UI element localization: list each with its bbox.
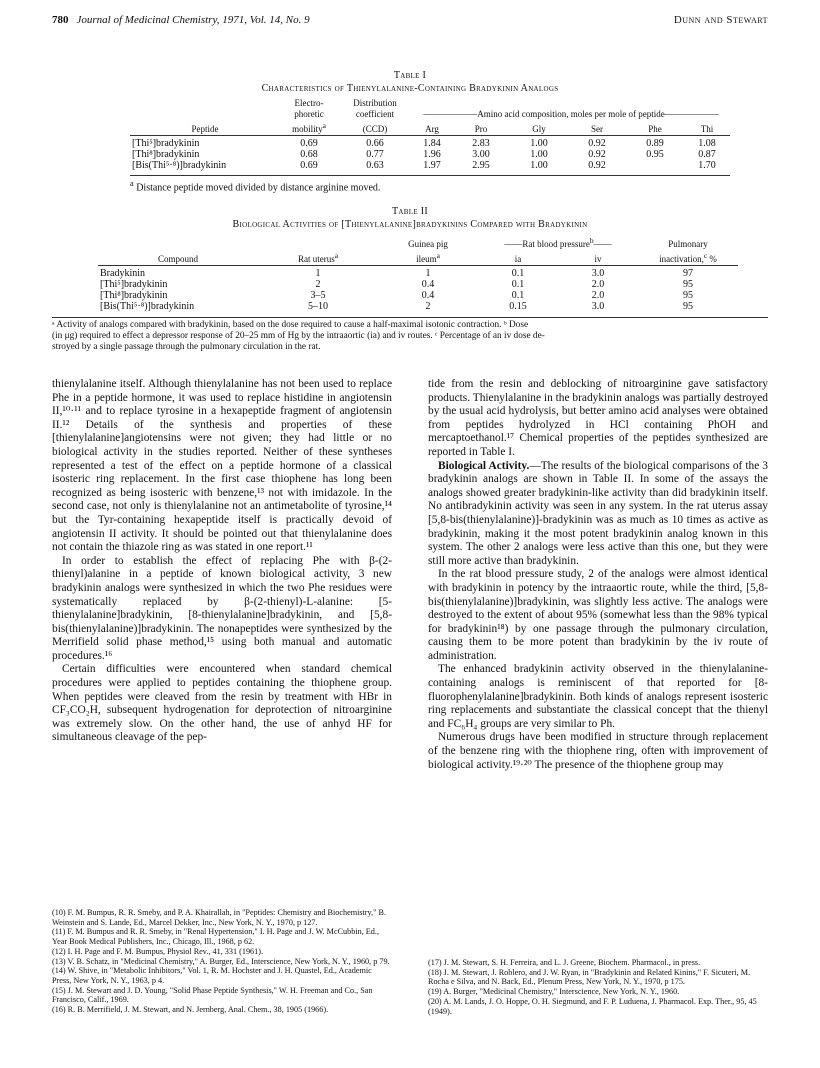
reference: (10) F. M. Bumpus, R. R. Smeby, and P. A. Khairallah, in "Peptides: Chemistry and Biochemistry," B. Weinstein and S. Lande, Ed., Marcel Dekker, Inc., New York, N. Y., 1970, p 127. bbox=[52, 908, 387, 927]
th-ser: Ser bbox=[591, 124, 603, 134]
paragraph: Numerous drugs have been modified in structure through replacement of the benzene ring with the thiophene ring, often with improvement of biological activity.¹⁹·²⁰ The presence of the thiophene group may bbox=[428, 731, 768, 771]
table-row: [Thi⁵]bradykinin 0.69 0.66 1.84 2.83 1.00 0.92 0.89 1.08 bbox=[132, 138, 716, 149]
table-row: [Thi⁵]bradykinin 2 0.4 0.1 2.0 95 bbox=[100, 279, 693, 290]
table1-header-row3 bbox=[130, 120, 730, 136]
th-dist2: coefficient bbox=[355, 109, 395, 119]
right-column bbox=[428, 378, 768, 772]
table-row: [Bis(Thi⁵·⁸)]bradykinin 0.69 0.63 1.97 2.95 1.00 0.92 1.70 bbox=[132, 160, 716, 171]
table2-header-row2 bbox=[98, 250, 738, 266]
reference: (15) J. M. Stewart and J. D. Young, "Solid Phase Peptide Synthesis," W. H. Freeman and Co., San Francisco, Calif., 1969. bbox=[52, 985, 373, 1005]
th-guinea2: ileum$^a$ bbox=[416, 251, 440, 264]
table2-bottom-rule bbox=[52, 317, 768, 318]
reference: (20) A. M. Lands, J. O. Hoppe, O. H. Siegmund, and F. P. Luduena, J. Pharmacol. Exp. Ther., 95, 45 (1949). bbox=[428, 996, 757, 1016]
table1-label: Table I bbox=[393, 70, 427, 81]
running-header bbox=[52, 14, 768, 30]
th-rat-uterus: Rat uterus$^a$ bbox=[297, 251, 339, 264]
reference: (11) F. M. Bumpus and R. R. Smeby, in "Renal Hypertension," I. H. Page and J. W. McCubbin, Ed., Year Book Medical Publishers, Inc., Chicago, Ill., 1968, p 62. bbox=[52, 927, 379, 947]
table2-footnote: ᵃ Activity of analogs compared with bradykinin, based on the dose required to cause a half-maximal isotonic contraction. ᵇ Dose (in μg) required to effect a depressor response of 20–25 mm of Hg by the intraaortic (ia) and iv routes. ᶜ Percentage of an iv dose de- stroyed by a single passage through the pulmonary circulation in the rat. bbox=[52, 320, 545, 352]
table-row: [Bis(Thi⁵·⁸)]bradykinin 5–10 2 0.15 3.0 95 bbox=[100, 301, 693, 312]
reference: (17) J. M. Stewart, S. H. Ferreira, and L. J. Greene, Biochem. Pharmacol., in press. bbox=[428, 958, 701, 967]
th-pulm2: inactivation,$^c$ % bbox=[659, 251, 717, 264]
th-peptide: Peptide bbox=[191, 124, 219, 134]
page-number: 780 bbox=[52, 14, 69, 26]
left-column bbox=[52, 378, 392, 745]
references-left bbox=[52, 908, 392, 1015]
th-phe: Phe bbox=[648, 124, 662, 134]
table2 bbox=[98, 235, 738, 312]
paragraph: tide from the resin and deblocking of nitroarginine gave satisfactory products. Thienylalanine in the bradykinin analogs was partially destroyed by the usual acid hydrolysis, but better amino acid analyses were obtained from peptides hydrolyzed in HCl containing PhOH and mercaptoethanol.¹⁷ Chemical properties of the peptides synthesized are reported in Table I. bbox=[428, 378, 768, 458]
table-row: Bradykinin 1 1 0.1 3.0 97 bbox=[100, 268, 693, 279]
table1-footnote: $^a$ Distance peptide moved divided by distance arginine moved. bbox=[130, 179, 381, 194]
table2-title: Biological Activities of [Thienylalanine]bradykinins Compared with Bradykinin bbox=[232, 219, 588, 230]
th-electro1: Electro- bbox=[294, 98, 324, 108]
table2-header-row1 bbox=[98, 235, 738, 250]
th-arg: Arg bbox=[425, 124, 439, 134]
reference: (19) A. Burger, "Medicinal Chemistry," Interscience, New York, N. Y., 1960. bbox=[428, 987, 680, 997]
header-authors: Dunn and Stewart bbox=[673, 14, 768, 26]
paragraph-biological-activity: Biological Activity.—The results of the biological comparisons of the 3 bradykinin analogs are shown in Table II. In some of the assays the analogs showed greater bradykinin-like activity than did bradykinin itself. No antibradykinin activity was seen in any system. In the rat uterus assay [5,8-bis(thienylalanine)]-bradykinin was as much as 10 times as active as bradykinin, making it the most potent bradykinin analog known in this system. The other 2 analogs were less active than this one, but they were still more active than bradykinin. bbox=[428, 459, 768, 567]
references-right bbox=[428, 958, 768, 1016]
reference: (12) I. H. Page and F. M. Bumpus, Physiol Rev., 41, 331 (1961). bbox=[52, 946, 263, 956]
th-pulm1: Pulmonary bbox=[668, 239, 708, 249]
section-heading: Biological Activity. bbox=[438, 459, 530, 472]
th-iv: iv bbox=[594, 254, 602, 264]
th-dist1: Distribution bbox=[353, 98, 397, 108]
table-row: [Thi⁸]bradykinin 0.68 0.77 1.96 3.00 1.00 0.92 0.95 0.87 bbox=[132, 149, 716, 160]
paragraph: In order to establish the effect of replacing Phe with β-(2-thienyl)alanine in a peptide of known biological activity, 3 new bradykinin analogs were synthesized in which the two Phe residues were systematically replaced by β-(2-thienyl)-L-alanine: [5-thienylalanine]bradykinin, [8-thienylalanine]bradykinin, and [5,8-bis(thienylalanine)]bradykinin. The nonapeptides were synthesized by the Merrifield solid phase method,¹⁵ using both manual and automatic procedures.¹⁶ bbox=[52, 554, 392, 662]
paragraph: The enhanced bradykinin activity observed in the thienylalanine-containing analogs is reminiscent of that reported for [8-fluorophenylalanine]bradykinin. Both kinds of analogs represent isosteric ring replacements and substantiate the classical concept that the thienyl and FC₆H₄ groups are very similar to Ph. bbox=[428, 663, 768, 730]
th-compound: Compound bbox=[157, 254, 198, 264]
reference: (13) V. B. Schatz, in "Medicinal Chemistry," A. Burger, Ed., Interscience, New York, N. Y., 1960, p 79. bbox=[52, 956, 390, 966]
table1-header-row1 bbox=[130, 98, 730, 109]
reference: (16) R. B. Merrifield, J. M. Stewart, and N. Jernberg, Anal. Chem., 38, 1905 (1966). bbox=[52, 1005, 329, 1015]
table2-label: Table II bbox=[392, 206, 428, 217]
th-electro3: mobility$^a$ bbox=[292, 121, 326, 134]
th-electro2: phoretic bbox=[294, 109, 324, 119]
table1 bbox=[130, 98, 730, 171]
reference: (18) J. M. Stewart, J. Roblero, and J. W. Ryan, in "Bradykinin and Related Kinins," F. Sicuteri, M. Rocha e Silva, and N. Back, Ed., Plenum Press, New York, N. Y., 1970, p 175. bbox=[428, 967, 751, 987]
journal-name: Journal of Medicinal Chemistry, 1971, Vol. 14, No. 9 bbox=[76, 14, 310, 26]
th-amino-span: ——————Amino acid composition, moles per mole of peptide—————— bbox=[423, 109, 719, 119]
th-thi: Thi bbox=[700, 124, 714, 134]
th-pro: Pro bbox=[474, 124, 488, 134]
paragraph: Certain difficulties were encountered when standard chemical procedures were applied to peptides containing the thiophene group. When peptides were cleaved from the resin by treatment with HBr in CF₃CO₂H, subsequent hydrogenation for deprotection of nitroarginine was extremely slow. On the other hand, the use of anhyd HF for simultaneous cleavage of the pep- bbox=[52, 663, 392, 744]
header-left bbox=[52, 14, 310, 30]
paragraph: thienylalanine itself. Although thienylalanine has not been used to replace Phe in a peptide hormone, it was used to replace histidine in angiotensin II,¹⁰·¹¹ and to replace tyrosine in a hexapeptide fragment of angiotensin II.¹² Details of the synthesis and properties of these [thienylalanine]angiotensins were not given; they had little or no biological activity in the studies reported. Neither of these syntheses represented a test of the effect on a peptide hormone of a classical isosteric ring replacement. In the first case thiophene has long been recognized as being isosteric with benzene,¹³ not with imidazole. In the second case, not only is thienylalanine not an antimetabolite of tyrosine,¹⁴ but the Tyr-containing hexapeptide itself is practically devoid of angiotensin II activity. It should be pointed out that thienylalanine does not contain the thiazole ring as was stated in one report.¹¹ bbox=[52, 378, 392, 554]
table1-title: Characteristics of Thienylalanine-Containing Bradykinin Analogs bbox=[261, 83, 559, 94]
th-guinea1: Guinea pig bbox=[408, 239, 448, 249]
table1-header-row2 bbox=[130, 109, 730, 120]
th-dist3: (CCD) bbox=[362, 124, 388, 134]
th-gly: Gly bbox=[532, 124, 546, 134]
th-bp-span: ——Rat blood pressure$^b$—— bbox=[504, 236, 612, 249]
reference: (14) W. Shive, in "Metabolic Inhibitors," Vol. 1, R. M. Hochster and J. H. Quastel, Ed., Academic Press, New York, N. Y., 1963, p 4. bbox=[52, 966, 372, 985]
th-ia: ia bbox=[514, 254, 522, 264]
paragraph: In the rat blood pressure study, 2 of the analogs were almost identical with bradykinin in potency by the intraaortic route, while the third, [5,8-bis(thienylalanine)]bradykinin, was slightly less active. The analogs were destroyed to the extent of about 95% (somewhat less than the 98% typical for bradykinin¹⁸) by one passage through the pulmonary circulation, causing them to be more potent than bradykinin by the iv route of administration. bbox=[428, 568, 768, 662]
table-row: [Thi⁸]bradykinin 3–5 0.4 0.1 2.0 95 bbox=[100, 290, 693, 301]
table1-bottom-rule bbox=[130, 175, 730, 176]
